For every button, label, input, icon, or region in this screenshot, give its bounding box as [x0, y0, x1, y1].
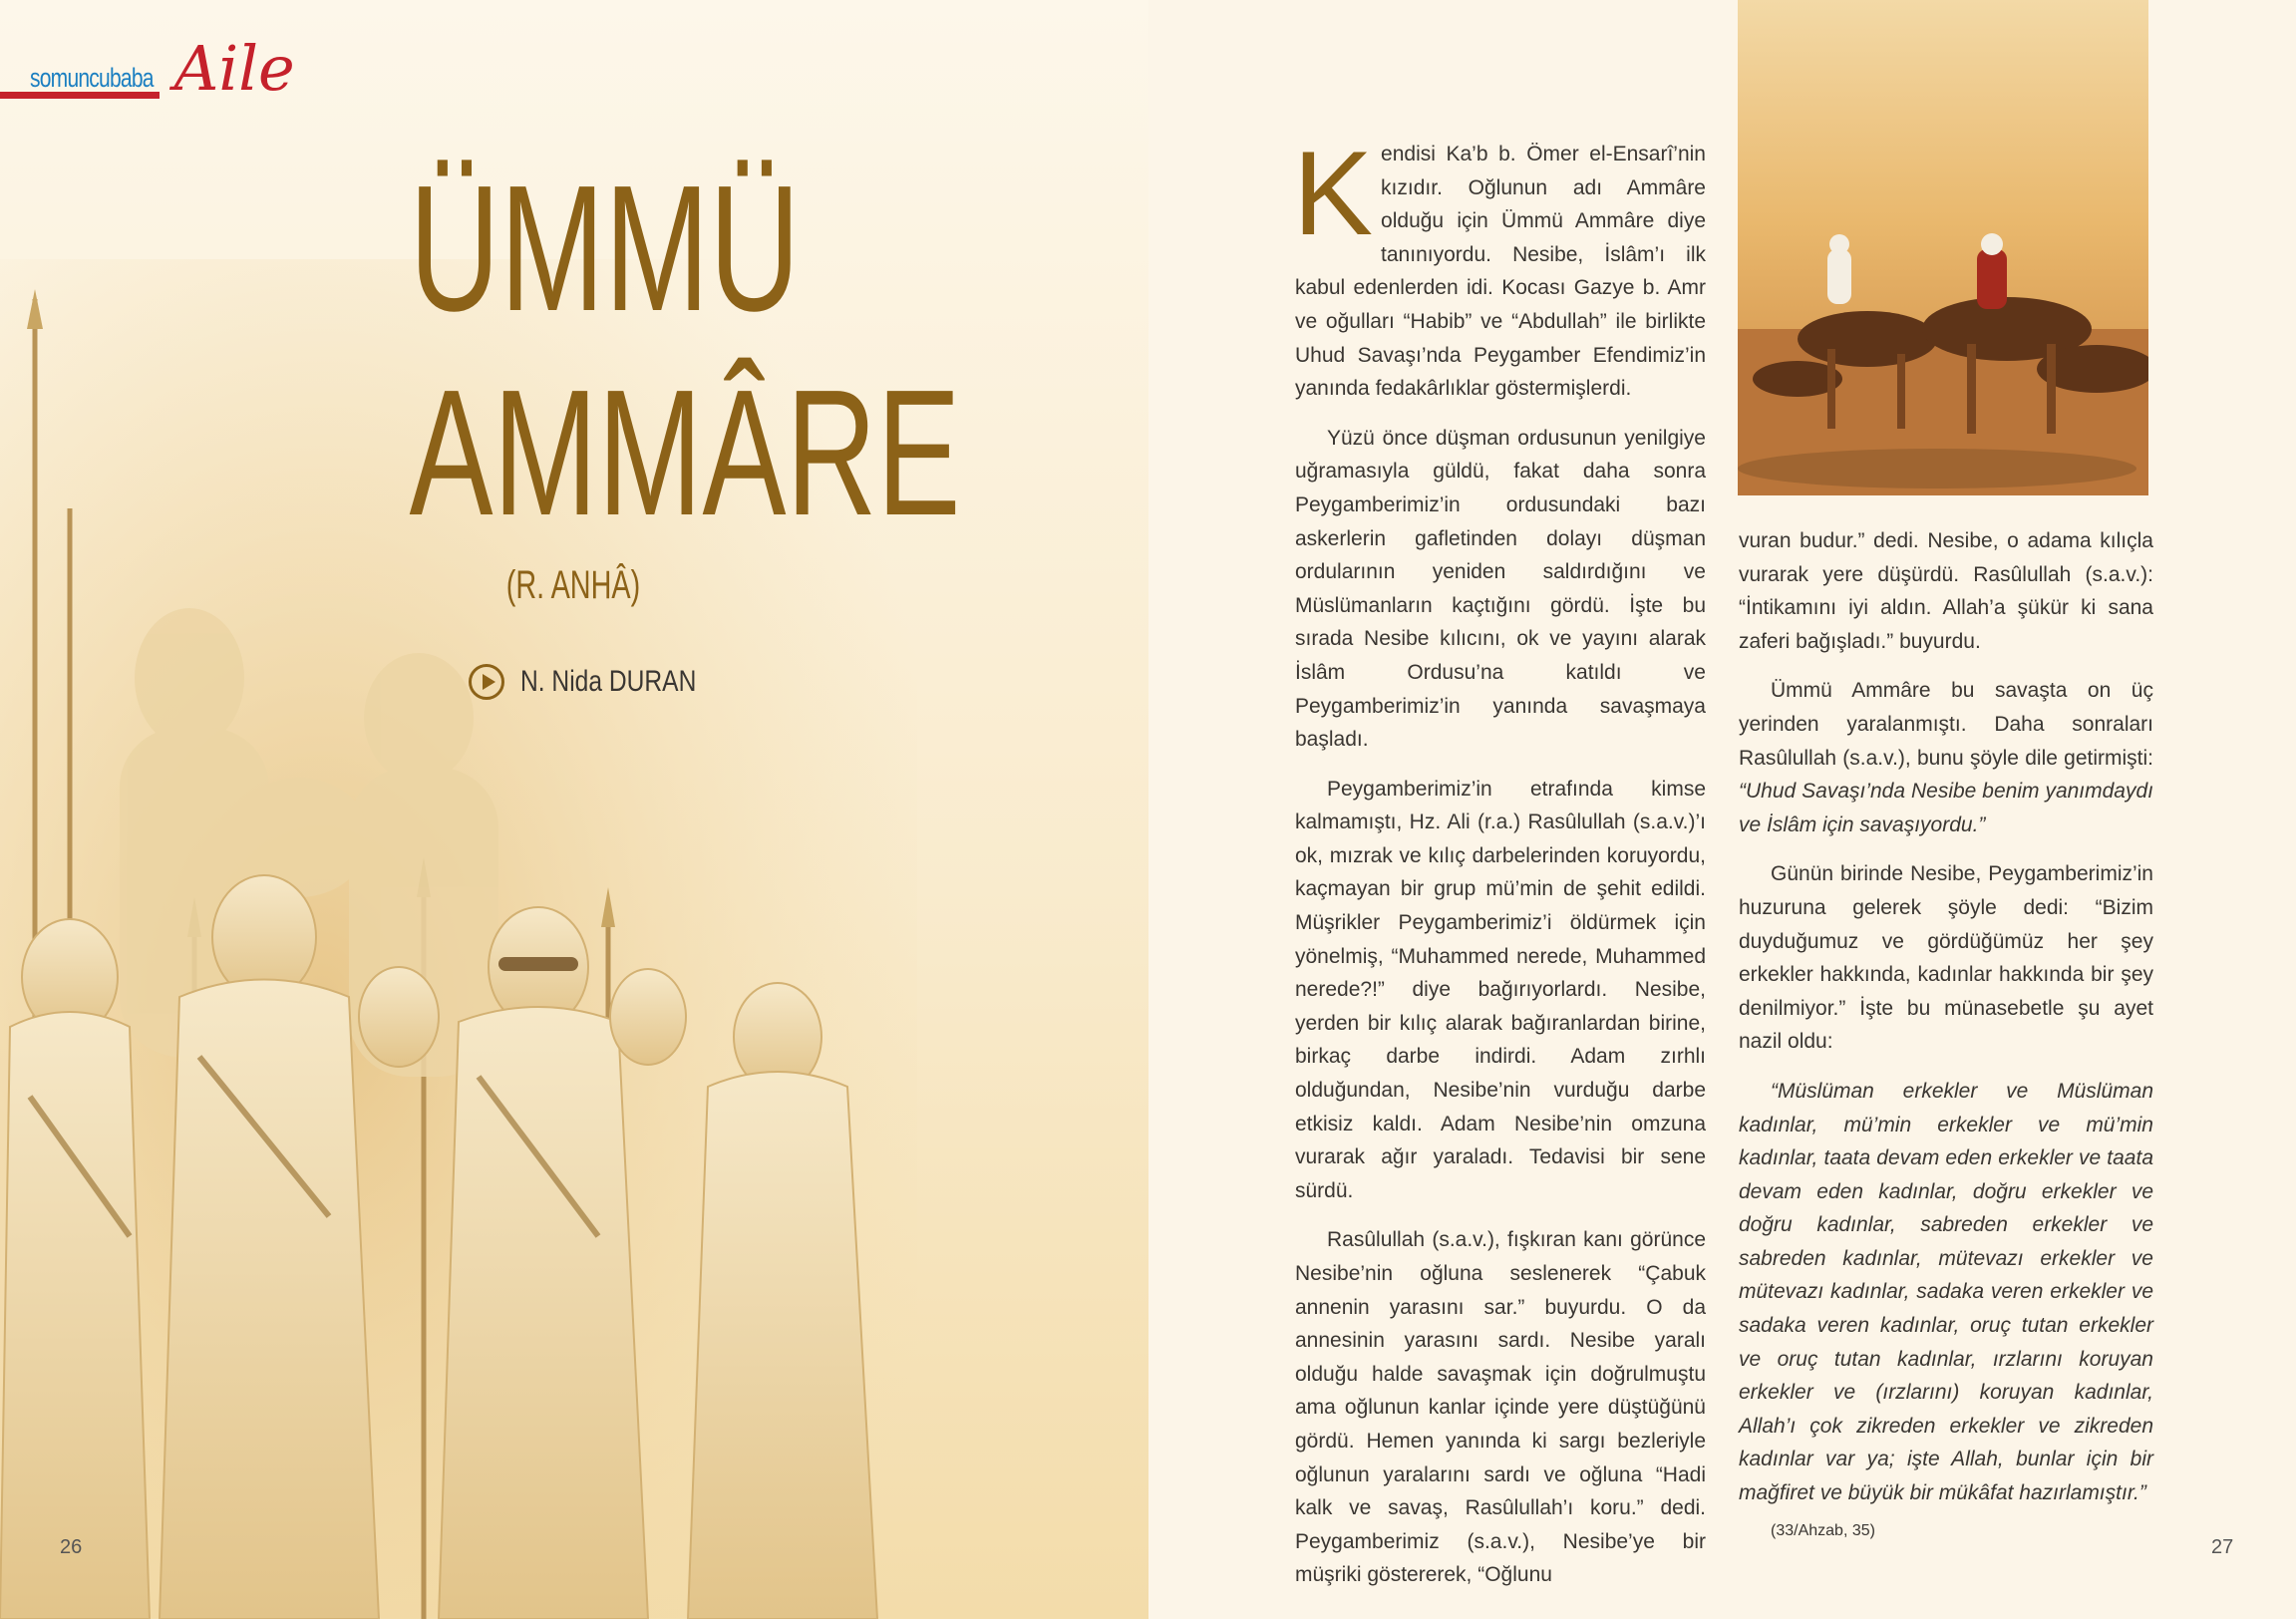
verse-reference: (33/Ahzab, 35) [1771, 1521, 1875, 1539]
paragraph: Ümmü Ammâre bu savaşta on üç yerinden yaralanmıştı. Daha sonraları Rasûlullah (s.a.v.), bunu şöyle dile getirmişti: “Uhud Savaşı’nda Nesibe benim yanımdaydı ve İslâm için savaşıyordu.” [1739, 679, 2153, 836]
author-byline [469, 664, 735, 700]
play-circle-icon [469, 664, 504, 700]
paragraph: Rasûlullah (s.a.v.), fışkıran kanı görünce Nesibe’nin oğluna seslenerek “Çabuk annenin yarasını sar.” buyurdu. O da annesinin yarasını sardı. Nesibe yaralı olduğu halde savaşmak için doğrulmuştu ama oğlunun kanlar içinde yere düştüğünü gördü. Hemen yanında ki sargı bezleriyle oğlunun yaralarını sardı ve oğluna “Hadi kalk ve savaş, Rasûlullah’ı koru.” dedi. Peygamberimiz (s.a.v.), Nesibe’ye bir müşriki göstererek, “Oğlunu [1295, 1228, 1706, 1587]
brand-script-text: Aile [173, 32, 295, 105]
article-subtitle: (R. ANHÂ) [505, 563, 641, 607]
verse-quote: “Müslüman erkekler ve Müslüman kadınlar, mü’min erkekler ve mü’min kadınlar, taata devam eden erkekler ve taata devam eden kadınlar, doğru erkekler ve doğru kadınlar, sabreden erkekler ve sabreden kadınlar, mütevazı erkekler ve mütevazı kadınlar, sadaka veren erkekler ve sadaka veren kadınlar, oruç tutan erkekler ve oruç tutan kadınlar, ırzlarını koruyan erkekler ve (ırzlarını) koruyan kadınlar, Allah’ı çok zikreden erkekler ve zikreden kadınlar var ya; işte Allah, bunlar için bir mağfiret ve büyük bir mükâfat hazırlamıştır.” (33/Ahzab, 35) [1739, 1075, 2153, 1547]
caravan-painting [1738, 0, 2148, 495]
brand-small-text: somuncubaba [30, 63, 154, 93]
article-title-line-1: ÜMMÜ [409, 149, 801, 349]
paragraph-intro: Kendisi Ka’b b. Ömer el-Ensarî’nin kızıdır. Oğlunun adı Ammâre olduğu için Ümmü Ammâre diye tanınıyordu. Nesibe, İslâm’ı ilk kabul edenlerden idi. Kocası Gazye b. Amr ve oğulları “Habib” ve “Abdullah” ile birlikte Uhud Savaşı’nda Peygamber Efendimiz’in yanında fedakârlıklar göstermişlerdi. [1293, 127, 1706, 401]
inline-quote: “Uhud Savaşı’nda Nesibe benim yanımdaydı ve İslâm için savaşıyordu.” [1739, 780, 2153, 836]
paragraph: Günün birinde Nesibe, Peygamberimiz’in huzuruna gelerek şöyle dedi: “Bizim duyduğumuz ve gördüğümüz her şey erkekler hakkında, kadınlar hakkında bir şey denilmiyor.” İşte bu münasebetle şu ayet nazil oldu: [1739, 862, 2153, 1054]
drop-cap: K [1293, 127, 1374, 260]
paragraph: Peygamberimiz’in etrafında kimse kalmamıştı, Hz. Ali (r.a.) Rasûlullah (s.a.v.)’ı ok, mızrak ve kılıç darbelerinden koruyordu, kaçmayan bir grup mü’min de şehit edildi. Müşrikler Peygamberimiz’i öldürmek için yönelmiş, “Muhammed nerede, Muhammed nerede?!” diye bağırıyorlardı. Nesibe, yerden bir kılıç alarak bağıranlardan birine, birkaç darbe indirdi. Adam zırhlı olduğundan, Nesibe’nin vurduğu darbe etkisiz kaldı. Adam Nesibe’nin omzuna vurarak ağır yaraladı. Tedavisi bir sene sürdü. [1295, 777, 1706, 1202]
author-name: N. Nida DURAN [520, 665, 697, 698]
page-number-left: 26 [60, 1536, 83, 1558]
page-number-right: 27 [2211, 1536, 2234, 1558]
article-title-line-2: AMMÂRE [409, 353, 961, 553]
paragraph: Yüzü önce düşman ordusunun yenilgiye uğramasıyla güldü, fakat daha sonra Peygamberimiz’in ordusundaki bazı askerlerin gafletinden dolayı düşman ordularının yeniden saldırdığını ve Müslümanların kaçtığını gördü. İşte bu sırada Nesibe kılıcını, ok ve yayını alarak İslâm Ordusu’na katıldı ve Peygamberimiz’in yanında savaşmaya başladı. [1295, 426, 1706, 752]
magazine-logo [30, 32, 295, 105]
paragraph: vuran budur.” dedi. Nesibe, o adama kılıçla vurarak yere düşürdü. Rasûlullah (s.a.v.): “İntikamını iyi aldın. Allah’a şükür ki sana zaferi bağışladı.” buyurdu. [1739, 529, 2153, 653]
text-column-2 [1739, 524, 2153, 1563]
text-column-1 [1293, 127, 1706, 1608]
